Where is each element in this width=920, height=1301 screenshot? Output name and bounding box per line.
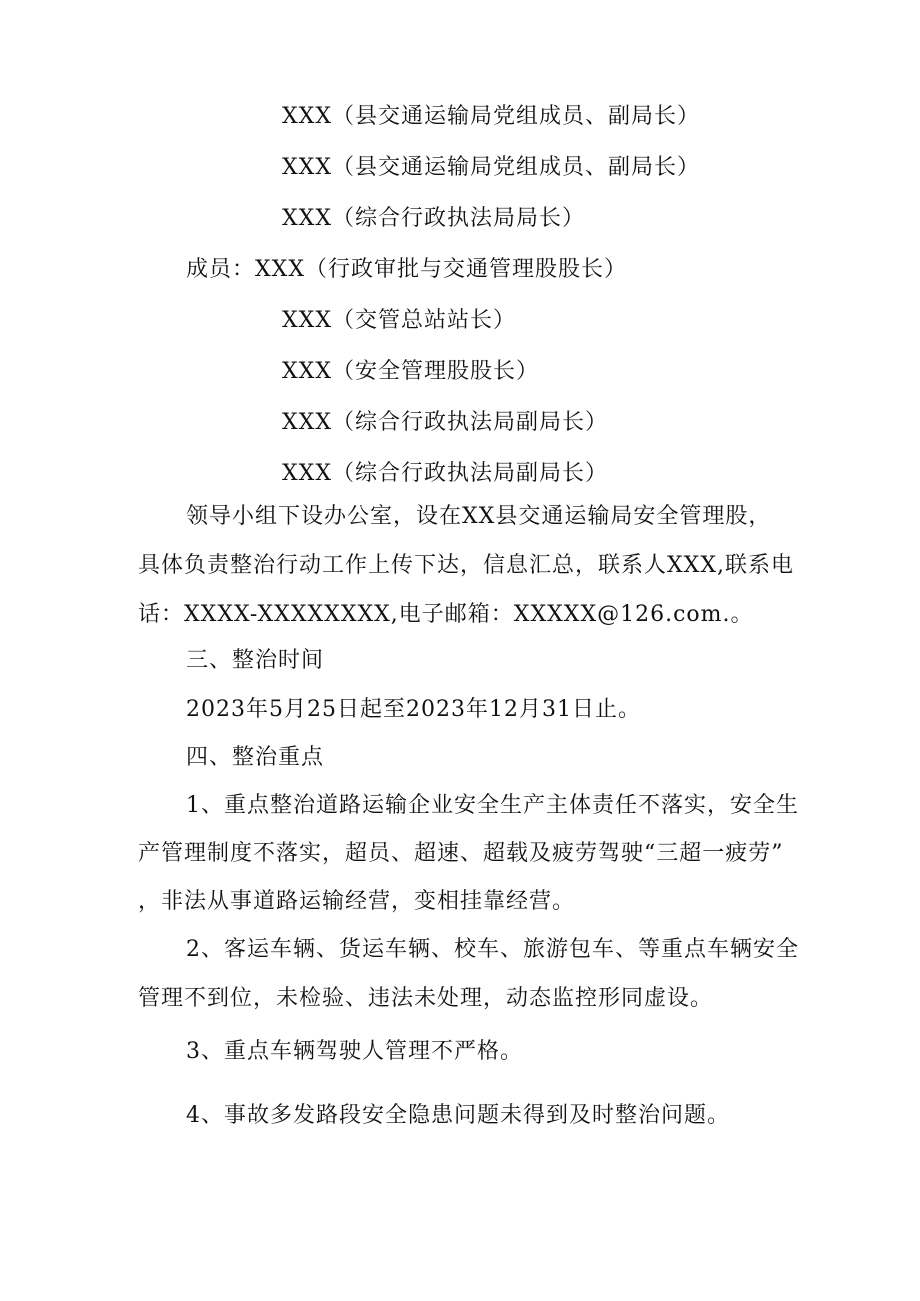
section-3-text: 2023年5月25日起至2023年12月31日止。	[186, 697, 641, 722]
office-paragraph-line-1: 领导小组下设办公室，设在XX县交通运输局安全管理股，	[186, 504, 772, 529]
member-line-3: XXX（综合行政执法局副局长）	[282, 410, 608, 435]
item-1-line-3: ，非法从事道路运输经营，变相挂靠经营。	[138, 889, 576, 914]
leader-line-3: XXX（综合行政执法局局长）	[282, 206, 585, 231]
item-3-line: 3、重点车辆驾驶人管理不严格。	[186, 1039, 523, 1064]
item-2-line-2: 管理不到位，未检验、违法未处理，动态监控形同虚设。	[138, 986, 714, 1011]
office-paragraph-line-3: 话：XXXX-XXXXXXXX,电子邮箱：XXXXX@126.com.。	[138, 602, 754, 627]
item-1-line-1: 1、重点整治道路运输企业安全生产主体责任不落实，安全生	[186, 793, 799, 818]
section-4-heading: 四、整治重点	[186, 745, 325, 770]
item-4-line: 4、事故多发路段安全隐患问题未得到及时整治问题。	[186, 1103, 730, 1128]
office-paragraph-line-2: 具体负责整治行动工作上传下达，信息汇总，联系人XXX,联系电	[138, 553, 794, 578]
member-line-1: XXX（交管总站站长）	[282, 308, 516, 333]
item-2-line-1: 2、客运车辆、货运车辆、校车、旅游包车、等重点车辆安全	[186, 937, 799, 962]
item-1-line-2: 产管理制度不落实，超员、超速、超载及疲劳驾驶“三超一疲劳”	[138, 841, 784, 866]
leader-line-1: XXX（县交通运输局党组成员、副局长）	[282, 104, 700, 129]
member-line-2: XXX（安全管理股股长）	[282, 359, 539, 384]
member-line-4: XXX（综合行政执法局副局长）	[282, 461, 608, 486]
members-label-line: 成员：XXX（行政审批与交通管理股股长）	[186, 257, 627, 282]
leader-line-2: XXX（县交通运输局党组成员、副局长）	[282, 155, 700, 180]
section-3-heading: 三、整治时间	[186, 648, 325, 673]
